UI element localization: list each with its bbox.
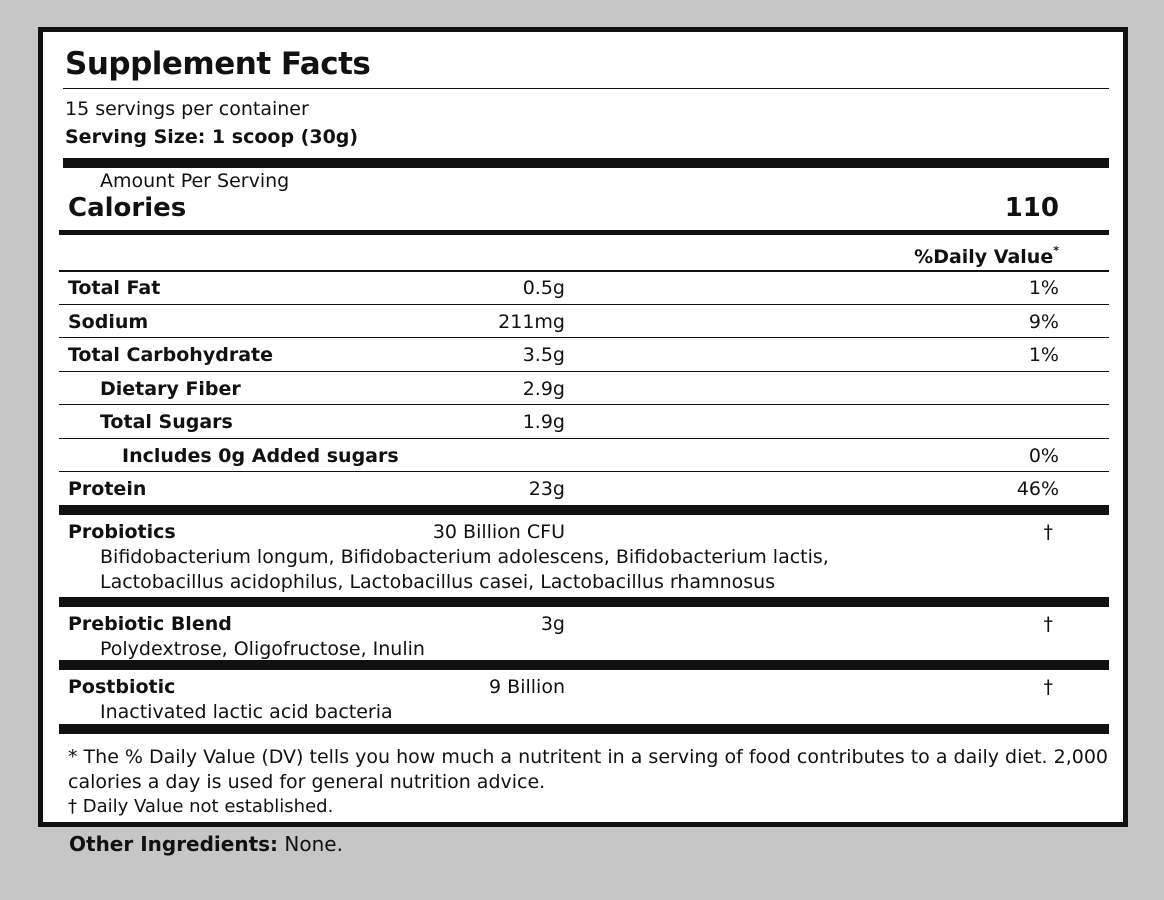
nutrient-amount: 211mg (498, 311, 565, 333)
blend-divider (59, 660, 1109, 670)
row-divider (59, 404, 1109, 405)
amount-per-serving: Amount Per Serving (100, 170, 290, 192)
label-title: Supplement Facts (65, 46, 371, 82)
divider-thick (63, 158, 1109, 168)
serving-size: Serving Size: 1 scoop (30g) (65, 126, 359, 148)
nutrient-dv: 1% (1028, 344, 1059, 366)
other-ingredients: Other Ingredients: None. (69, 832, 343, 856)
blend-name: Probiotics (68, 521, 176, 543)
divider-medium (59, 230, 1109, 235)
supplement-facts-panel (38, 27, 1128, 827)
calories-value: 110 (1004, 193, 1059, 223)
blend-detail: Inactivated lactic acid bacteria (100, 701, 393, 723)
blend-amount: 30 Billion CFU (432, 521, 565, 543)
blend-divider (59, 597, 1109, 607)
nutrient-name: Total Fat (68, 277, 161, 299)
footnote-line: * The % Daily Value (DV) tells you how much a nutritent in a serving of food contributes to a daily diet. 2,000 (68, 746, 1109, 768)
blend-dv: † (1043, 521, 1053, 543)
blend-detail: Polydextrose, Oligofructose, Inulin (100, 638, 425, 660)
daily-value-header: %Daily Value* (914, 244, 1059, 268)
row-divider (59, 304, 1109, 305)
nutrient-name: Total Carbohydrate (68, 344, 273, 366)
blend-amount: 9 Billion (489, 676, 565, 698)
blend-amount: 3g (540, 613, 565, 635)
nutrient-amount: 3.5g (522, 344, 565, 366)
footnote-line: calories a day is used for general nutrition advice. (68, 771, 546, 793)
nutrient-name: Sodium (68, 311, 149, 333)
nutrient-dv: 9% (1028, 311, 1059, 333)
nutrient-dv: 1% (1028, 277, 1059, 299)
nutrient-name: Dietary Fiber (100, 378, 241, 400)
row-divider (59, 438, 1109, 439)
nutrient-name: Includes 0g Added sugars (122, 445, 399, 467)
nutrient-name: Total Sugars (100, 411, 233, 433)
blend-divider (59, 724, 1109, 734)
blend-divider (59, 505, 1109, 515)
nutrient-amount: 0.5g (522, 277, 565, 299)
servings-per-container: 15 servings per container (65, 98, 309, 120)
calories-label: Calories (68, 193, 187, 223)
nutrient-dv: 46% (1016, 478, 1059, 500)
nutrient-amount: 2.9g (522, 378, 565, 400)
nutrient-amount: 23g (528, 478, 565, 500)
footnote-line: † Daily Value not established. (68, 796, 334, 817)
blend-name: Prebiotic Blend (68, 613, 232, 635)
blend-detail: Lactobacillus acidophilus, Lactobacillus casei, Lactobacillus rhamnosus (100, 571, 776, 593)
row-divider (59, 270, 1109, 272)
nutrient-dv: 0% (1028, 445, 1059, 467)
divider-thin (63, 88, 1109, 89)
nutrient-amount: 1.9g (522, 411, 565, 433)
blend-detail: Bifidobacterium longum, Bifidobacterium adolescens, Bifidobacterium lactis, (100, 546, 829, 568)
row-divider (59, 371, 1109, 372)
blend-dv: † (1043, 676, 1053, 698)
blend-dv: † (1043, 613, 1053, 635)
nutrient-name: Protein (68, 478, 147, 500)
row-divider (59, 337, 1109, 338)
row-divider (59, 471, 1109, 472)
blend-name: Postbiotic (68, 676, 176, 698)
